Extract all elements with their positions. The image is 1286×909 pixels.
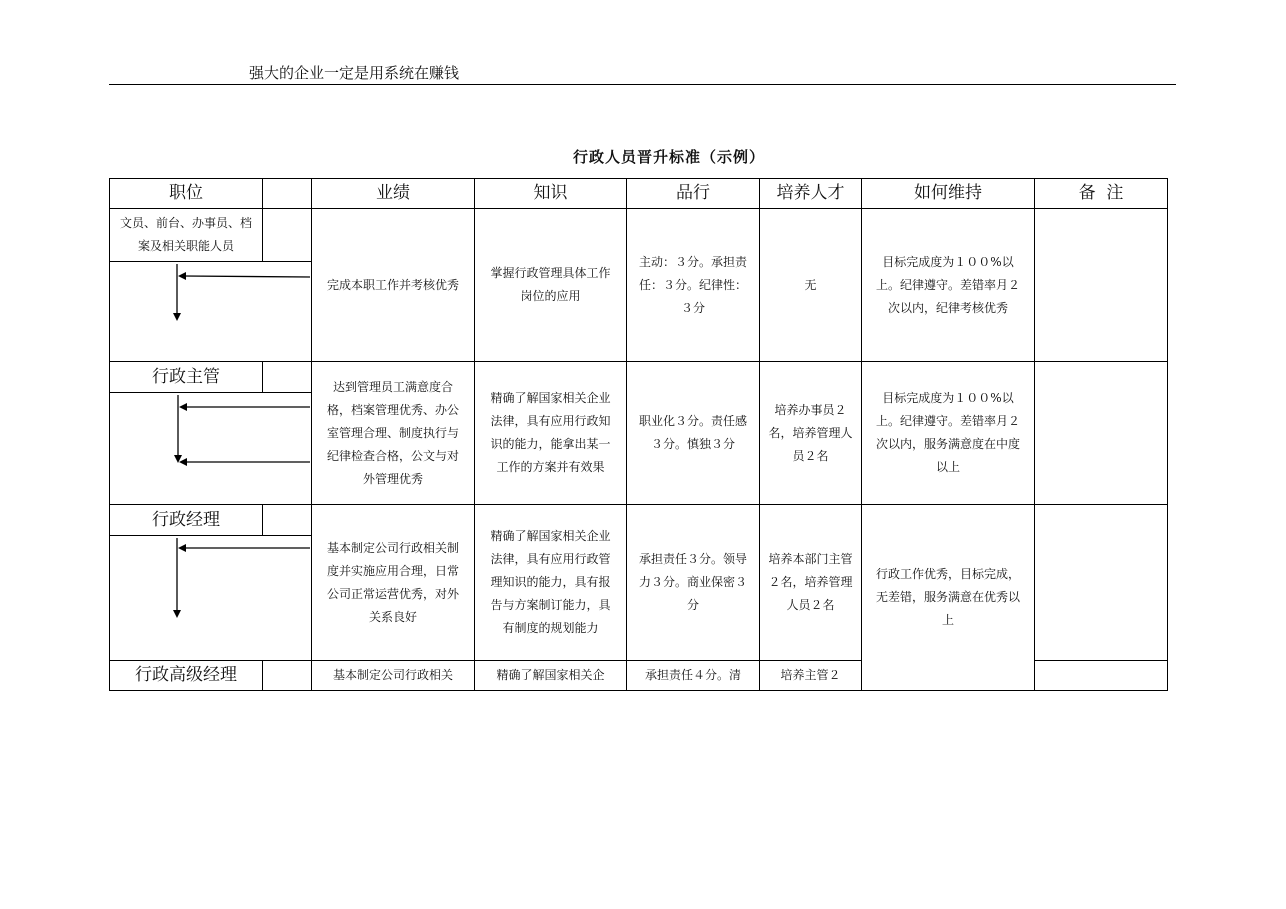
talent-cell: 培养办事员２名，培养管理人员２名 xyxy=(760,362,862,505)
position-spacer-cell xyxy=(263,362,312,393)
knowledge-cell: 精确了解国家相关企业法律，具有应用行政管理知识的能力，具有报告与方案制订能力，具有制度的规划能力 xyxy=(475,505,627,661)
table-row xyxy=(110,362,1168,393)
column-header-maintain: 如何维持 xyxy=(862,179,1035,209)
talent-cell: 培养主管２ xyxy=(760,661,862,691)
maintain-cell: 目标完成度为１００%以上。纪律遵守。差错率月２次以内，服务满意度在中度以上 xyxy=(862,362,1035,505)
remark-cell xyxy=(1035,209,1168,362)
performance-cell: 完成本职工作并考核优秀 xyxy=(312,209,475,362)
page-header-slogan: 强大的企业一定是用系统在赚钱 xyxy=(249,64,460,82)
position-cell: 行政高级经理 xyxy=(110,661,263,691)
talent-cell: 无 xyxy=(760,209,862,362)
promotion-arrow-cell xyxy=(110,262,312,362)
column-header-spacer xyxy=(263,179,312,209)
column-header-remark: 备 注 xyxy=(1035,179,1168,209)
table-row xyxy=(110,209,1168,262)
promotion-arrow-cell xyxy=(110,536,312,661)
promotion-arrow-icon xyxy=(110,536,312,661)
remark-cell xyxy=(1035,362,1168,505)
position-cell: 行政经理 xyxy=(110,505,263,536)
column-header-conduct: 品行 xyxy=(627,179,760,209)
knowledge-cell: 精确了解国家相关企 xyxy=(475,661,627,691)
promotion-arrow-icon xyxy=(110,393,312,505)
table-header-row xyxy=(110,179,1168,209)
column-header-knowledge: 知识 xyxy=(475,179,627,209)
promotion-arrow-cell xyxy=(110,393,312,505)
column-header-performance: 业绩 xyxy=(312,179,475,209)
talent-cell: 培养本部门主管２名，培养管理人员２名 xyxy=(760,505,862,661)
table-row xyxy=(110,505,1168,536)
column-header-position: 职位 xyxy=(110,179,263,209)
remark-cell xyxy=(1035,661,1168,691)
position-spacer-cell xyxy=(263,209,312,262)
knowledge-cell: 掌握行政管理具体工作岗位的应用 xyxy=(475,209,627,362)
position-spacer-cell xyxy=(263,661,312,691)
performance-cell: 基本制定公司行政相关制度并实施应用合理，日常公司正常运营优秀，对外关系良好 xyxy=(312,505,475,661)
position-spacer-cell xyxy=(263,505,312,536)
conduct-cell: 承担责任３分。领导力３分。商业保密３分 xyxy=(627,505,760,661)
position-cell: 行政主管 xyxy=(110,362,263,393)
conduct-cell: 职业化３分。责任感３分。慎独３分 xyxy=(627,362,760,505)
promotion-arrow-icon xyxy=(110,262,312,362)
maintain-cell: 目标完成度为１００%以上。纪律遵守。差错率月２次以内，纪律考核优秀 xyxy=(862,209,1035,362)
promotion-standards-table xyxy=(109,178,1168,691)
header-divider xyxy=(109,84,1176,85)
knowledge-cell: 精确了解国家相关企业法律，具有应用行政知识的能力，能拿出某一工作的方案并有效果 xyxy=(475,362,627,505)
position-cell: 文员、前台、办事员、档案及相关职能人员 xyxy=(110,209,263,262)
document-title: 行政人员晋升标准（示例） xyxy=(572,148,765,166)
conduct-cell: 主动：３分。承担责任：３分。纪律性：３分 xyxy=(627,209,760,362)
maintain-cell: 行政工作优秀，目标完成，无差错，服务满意在优秀以上 xyxy=(862,505,1035,691)
performance-cell: 基本制定公司行政相关 xyxy=(312,661,475,691)
remark-cell xyxy=(1035,505,1168,661)
performance-cell: 达到管理员工满意度合格，档案管理优秀、办公室管理合理、制度执行与纪律检查合格，公文与对外管理优秀 xyxy=(312,362,475,505)
column-header-talent: 培养人才 xyxy=(760,179,862,209)
conduct-cell: 承担责任４分。清 xyxy=(627,661,760,691)
